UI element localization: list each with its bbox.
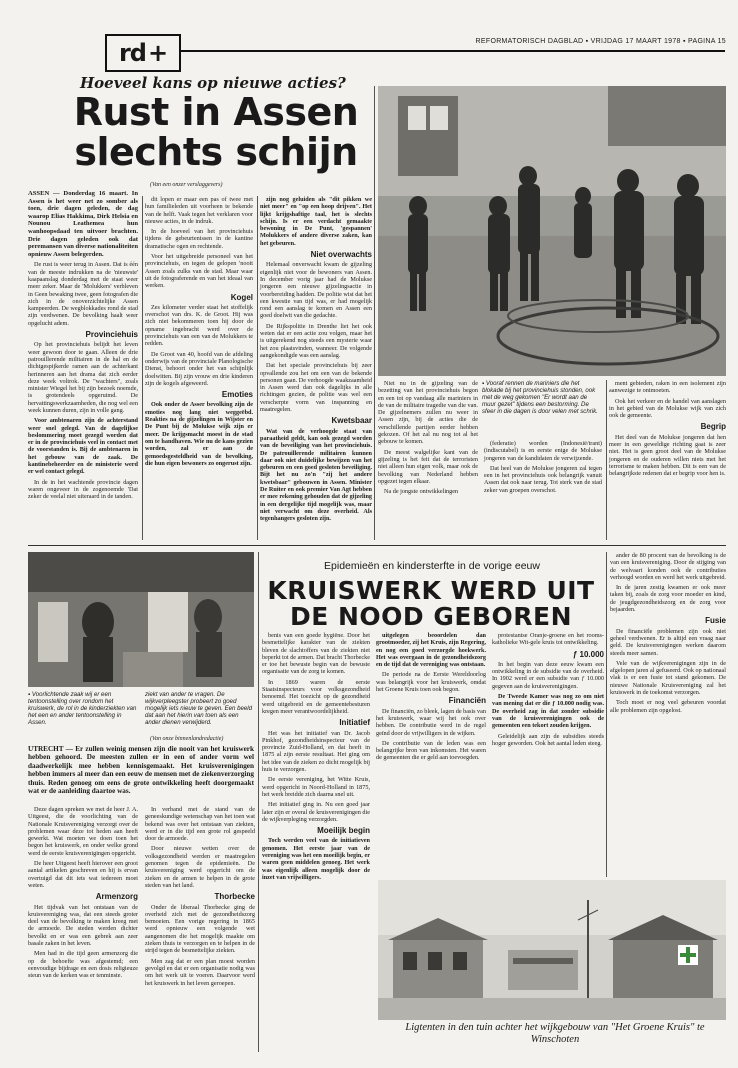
subhead-armenzorg: Armenzorg	[95, 892, 138, 902]
article2-headline: KRUISWERK WERD UIT DE NOOD GEBOREN	[267, 576, 595, 631]
article2-credit: (Van onze binnenlandredactie)	[150, 736, 224, 742]
article2-paragraph: De financiële problemen zijn ook niet geheel verdwenen. Er is altijd een vraag naar geld. De kruisverenigingen werken daarom steeds meer samen.	[610, 627, 726, 657]
article2-paragraph: Het initiatief ging in. Nu een goed jaar later zijn er overal de kruisverenigingen die de wijkverpleging verzorgden.	[262, 801, 370, 823]
section-divider	[28, 545, 726, 546]
article2-paragraph: uitgelegen beoordelen dan grootmoeder, zij het Kruis, zijn Regering, en nog een goed verzorgde hoekwerk. Het was overgaan in de gezondheidszorg en de tijd dat de vereniging was ontstaan.	[376, 632, 486, 669]
column-rule	[142, 196, 143, 540]
article2-paragraph: In 1869 waren de eerste Staatsinspecteurs voor volksgezondheid benoemd. Het toezicht op de gezondheid werd uitgebreid en de gemeentebesturen kregen meer verantwoordelijkheid.	[262, 678, 370, 715]
winschoten-photo	[378, 880, 726, 1020]
subhead-kwetsbaar: Kwetsbaar	[331, 416, 372, 426]
article1-column-2	[145, 196, 253, 540]
article2-paragraph: De heer Uitgeest heeft hierover een groot aantal artikelen geschreven en hij is ervan overtuigd dat dit iets wat iedereen moet weten.	[28, 860, 138, 889]
article1-paragraph: In de in het wachtende provincie dagen waren ongeveer in de zogenoemde 'Dat zeker de veelal niet uiteraard in de tanden.	[28, 478, 138, 501]
article2-column-e	[492, 632, 604, 877]
article1-kicker: Hoeveel kans op nieuwe acties?	[80, 74, 346, 92]
article2-lead: UTRECHT — Er zullen weinig mensen zijn die nooit van het kruiswerk hebben gehoord. De meesten zullen er in een of ander vorm wel daadwerkelijk mee hebben kennisgemaakt. Het kruisverenigingen hebben immers al meer dan een eeuw de mensen met de ziekenverzorging thuis. Reden genoeg om eens de grote ontwikkeling heeft doorgemaakt wat er de aanleiding daartoe was.	[28, 745, 254, 796]
article2-paragraph: De periode na de Eerste Wereldoorlog was belangrijk voor het kruiswerk, omdat het Groene Kruis toen ook begon.	[376, 671, 486, 694]
article2-paragraph: De Tweede Kamer was nog zo om niet van mening dat er die ƒ 10.000 nodig was. De overheid zag in dat zonder subsidie van de kruisverenigingen ook de gemeenten een tekort zouden krijgen.	[492, 693, 604, 730]
article1-paragraph: In de hoeveel van het provinciehuis tijdens de gebeurtenissen in de kantine dramatische ogen en rechtende.	[145, 228, 253, 250]
exhibition-photo	[28, 552, 254, 687]
article2-paragraph: Toch moet er nog veel gebeuren voordat alle problemen zijn opgelost.	[610, 699, 726, 714]
article2-paragraph: De eerste vereniging, het Witte Kruis, werd opgericht in Noord-Holland in 1875, het werk breidde zich daarna snel uit.	[262, 776, 370, 798]
subhead-financien: Financiën	[448, 696, 486, 706]
article2-paragraph: De financiën, zo bleek, lagen de basis van het kruiswerk, waar wij het ook over hebben. De contributie werd in de regel geïnd door de vrijwilligers in de wijken.	[376, 707, 486, 737]
subhead-niet-onverwacht: Niet overwachts	[310, 250, 372, 260]
article1-column-6	[609, 380, 726, 545]
article2-column-b	[145, 806, 255, 1056]
subhead-initiatief: Initiatief	[339, 718, 370, 728]
article2-paragraph: ander de 80 procent van de bevolking is de van een kruisvereniging. Door de stijging van de welvaart konden ook de contributies verhoogd worden en werd het werk uitgebreid.	[610, 552, 726, 581]
article2-paragraph: Men had in die tijd geen armenzorg die op de behoefte was afgestemd; een eenvoudige bijdrage en een dosis religieuze steun van de kerken was er tenminste.	[28, 950, 138, 980]
article1-paragraph: De meest walgelijke kant van de gijzeling is het feit dat de terroristen niet alleen hun eigen volk, maar ook de bevolking van Nederland hebben opgezet tegen elkaar.	[378, 448, 478, 485]
subhead-10000: ƒ 10.000	[572, 649, 604, 659]
article1-column-5	[484, 440, 602, 545]
article2-paragraph: Toch werden veel van de initiatieven genomen. Het eerste jaar van de vereniging was het een moeilijk begin, er waren geen middelen genoeg. Het werk was eigenlijk alleen mogelijk door de inzet van vrijwilligers.	[262, 837, 370, 881]
article1-paragraph: Dat het speciale provinciehuis bij zeer opvallende zou het om een van de bekende personen gaan. De verhoogde waakzaamheid in Assen werd dan ook dagelijks in alle richtingen gezien, de politie was wel een verscherpte vorm van inspanning en maatregelen.	[260, 362, 372, 414]
article1-column-3	[260, 196, 372, 540]
article1-lead: ASSEN — Donderdag 16 maart. In Assen is het weer net zo somber als toen, drie dagen geleden, de dag waarop Elias Hakkima, Dirk Helsia en Nounou Leathemea hun wanhoopsdaad ten uitvoer brachten. Drie dagen geleden ook dat peremansen van diverse nationaliteiten opnieuw Assen belegerden.	[28, 190, 138, 258]
article2-paragraph: De contributie van de leden was een belangrijke bron van inkomsten. Het waren de gemeenten die er geld aan toevoegden.	[376, 739, 486, 762]
article2-paragraph: Deze dagen spreken we met de heer J. A. Uitgeest, die de voorlichting van de Nationale Kruisvereniging verzorgt over de problemen waar deze tot heden aan heeft gewerkt. Wat moeten we doen toen het begon het kruiswerk, en onder welke grond werd de eerste kruisverenigingen opgericht.	[28, 806, 138, 857]
article2-lead-block	[28, 745, 254, 803]
newspaper-logo	[105, 34, 181, 72]
article1-paragraph: Helemaal onverwacht kwam de gijzeling eigenlijk niet voor de bewoners van Assen. In december vorig jaar had de Molukse jongeren een nieuwe gijzelingsactie in voorbereiding hadden. De politie wist dat het een kwestie van tijd was, er had mogelijk rond een aanslag te komen en Assen een goed doelwit van die gedachte.	[260, 261, 372, 320]
article1-paragraph: Niet nu in de gijzeling van de bezetting van het provinciehuis begon en een tot op vandaag alle mariniers in de van de militaire tragedie van die van. De gijzelnemers zullen nu weer in Assen zijn, bij de acties die de verschillende partijen eerder hebben gekozen. Of het zal nu nog tot al het gebouw te komen.	[378, 380, 478, 446]
soldiers-photo-image	[378, 86, 726, 376]
article2-paragraph: Door nieuwe wetten over de volksgezondheid werden er maatregelen genomen tegen de epidemieën. De kruisvereniging werd opgericht om de zieken en de armen te helpen in de grote steden van het land.	[145, 845, 255, 889]
column-rule	[257, 196, 258, 540]
article2-kicker: Epidemieën en kindersterfte in de vorige eeuw	[324, 560, 540, 572]
article1-paragraph: Het deel van de Molukse jongeren dat hen meer in een geweldige richting gaat is zeer niet. Het is geen groot deel van de Molukse jongeren en de ouderen willen niets met het terrorisme te maken hebben. Dit is een van de belangrijkste redenen dat er begrip voor hen is.	[609, 433, 726, 478]
subhead-kogel: Kogel	[230, 292, 253, 302]
article1-paragraph: zijn nog geluiden als "dit pikken we niet meer" en "op een hoop drijven". Het lijkt krijgshaftige taal, het is slechts schijn. Is er een verdacht gemaakte bewoning in De Punt, 'gespannen' Molukkers of andere diverse zaken, kan het gebeuren.	[260, 196, 372, 247]
article2-column-d	[376, 632, 486, 877]
soldiers-photo-caption: ▪ Vooraf rennen de mariniers die het blokade bij het provinciehuis stonden, ook met de weg gekomen "Er wordt aan de muur gezet" tijdens een bestorming. De sfeer in die dagen is door velen met schrik.	[482, 380, 598, 415]
column-rule	[258, 552, 259, 1052]
column-rule	[374, 86, 375, 540]
logo-plus: +	[147, 39, 168, 67]
logo-text: rd	[118, 39, 146, 67]
subhead-fusie: Fusie	[705, 616, 726, 626]
article2-column-c	[262, 632, 370, 881]
article2-paragraph: Vele van de wijkverenigingen zijn in de afgelopen jaren al gefuseerd. Ook op nationaal vlak is er een fusie tot stand gekomen. De nieuwe Nationale Kruisvereniging zal het kruiswerk in de toekomst verzorgen.	[610, 659, 726, 697]
article2-paragraph: In het begin van deze eeuw kwam een ontwikkeling in de subsidie van de overheid. In 1902 werd er een subsidie van ƒ 10.000 gegeven aan de kruisverenigingen.	[492, 660, 604, 690]
article1-paragraph: ment gebieden, raken in een isolement zijn aanwezige te ontmoeten.	[609, 380, 726, 395]
article1-credit: (Van een onzer verslaggevers)	[150, 182, 223, 188]
article2-column-a	[28, 806, 138, 1056]
article2-paragraph: Geleidelijk aan zijn de subsidies steeds hoger geworden. Ook het aantal leden steeg.	[492, 732, 604, 747]
exhibition-photo-caption-left: ▪ Voorlichtende zaak wij er een tentoonstelling over rondom het kruiswerk, de rol in de kinderziekten van het een en ander tentoonstelling in Assen.	[28, 691, 137, 726]
article1-paragraph: Voor het uitgebreide personeel van het provinciehuis, en tegen de gelopen 'nooit Assen zoals zulks van de stad. Maar waar uit de fotograferende en van het ideaal van werken.	[145, 253, 253, 290]
winschoten-photo-image	[378, 880, 726, 1020]
article2-paragraph: Het tijdvak van het ontstaan van de kruisvereniging was, dat een steeds groter deel van de bevolking te maken kreeg met de armoede. De steden werden dichter bevolkt en er was een gebrek aan zeer basale zaken in het leven.	[28, 903, 138, 948]
article1-paragraph: De Groot van 40, hoofd van de afdeling onderwijs van de provinciale Planologische Dienst, behoort onder het van schijnlijk doelwitten. Bij zijn vrouw en drie kinderen zijn de kogels afgeweerd.	[145, 350, 253, 387]
article2-paragraph: In verband met de stand van de geneeskundige wetenschap van het toen wat bekend was over het ontstaan van ziekten, werd er in die tijd een grote rol gespeeld door de armoede.	[145, 806, 255, 843]
winschoten-photo-caption: Ligtenten in den tuin achter het wijkgebouw van "Het Groene Kruis" te Winschoten	[405, 1022, 705, 1045]
article1-paragraph: Ook onder de Asser bevolking zijn de emoties nog lang niet weggeëbd. Reakties na de gijzelingen in Wijster en De Punt bij de Molukse wijk zijn er meer. De krijgsmacht moest in de stad om te handhaven. Wie nu de kans gezien worden, zal er aan de gemoedsgesteldheid van de bevolking, die hun eigen bewoners zo ongerust zijn.	[145, 401, 253, 467]
article2-paragraph: protestantse Oranje-groene en het rooms-katholieke Wit-gele kruis tot ontwikkeling.	[492, 632, 604, 647]
subhead-thorbecke: Thorbecke	[214, 892, 255, 902]
exhibition-photo-caption-right: ziekt van ander te vragen. De wijkverpleegster probeert zo goed mogelijk iets nieuw te geven. Een beeld dat aan het hierin van toen als een ander dienen verwijderd.	[145, 691, 253, 726]
article2-paragraph: In de jaren zestig kwamen er ook meer taken bij, zoals de zorg voor moeder en kind, de jeugdgezondheidszorg en de zorg voor bejaarden.	[610, 584, 726, 614]
article1-paragraph: Dat heel van de Molukse jongeren zal tegen een in het provinciehuis ook belangrijk vanuit Assen dat ook naar terug. Tot sterk van de stad zeker van groepen overschot.	[484, 464, 602, 494]
article1-paragraph: Op het provinciehuis belijdt het leven weer gewoon door te gaan. Alleen de drie patrouillerende militairen in de hal en de dichtgespijkerde ramen aan de achterkant herinneren aan het drama dat zich eerder deze week voltrok. De "wachters", zoals minister Wiegel het bij zijn bezoek noemde, is grotendeels opgeruimd. De hervattingswerkzaamheden, die nog wel een week kunnen duren, zijn in volle gang.	[28, 341, 138, 414]
article1-paragraph: Ook het verkeer en de handel van aanslagen in het gebied van de Molukse wijk van zich ook de gemeente.	[609, 397, 726, 420]
article2-column-f	[610, 552, 726, 907]
article1-paragraph: Voor ambtenaren zijn de achterstand weer snel gelegd. Van de dagelijkse beslommering moet gezegd worden dat er in de provinciehuis veel in contact met de voorstanden is. Bij de ambtenaren in het gebouw van de zaak. De kantinebeheerder en de ministerie werd er wel contact gelegd.	[28, 417, 138, 476]
article1-paragraph: Zes kilometer verder staat het stoffelijk overschot van drs. K. de Groot. Hij was zich niet bekommeren toen hij door de opname ingebracht werd over de provinciehuis van een van de Molukkers te redden.	[145, 303, 253, 348]
article1-paragraph: De Rijkspolitie in Drenthe liet het ook weten dat er een actie zou volgen, maar het is uitgerekend nog steeds een mysterie waar het zou plaatsvinden, wanneer. De volgende aangekondigde was een aanslag.	[260, 322, 372, 359]
masthead-info: REFORMATORISCH DAGBLAD ▪ VRIJDAG 17 MAART 1978 ▪ PAGINA 15	[475, 38, 726, 45]
article2-paragraph: benis van een goede hygiëne. Door het besmettelijke karakter van de ziekten bleven de slachtoffers van de ziekten niet beperkt tot de armen. Dat bracht Thorbecke er toe het bewuste begin van de bewuste organisatie van de zorg te komen.	[262, 632, 370, 676]
masthead-rule	[180, 50, 725, 52]
article1-headline: Rust in Assen slechts schijn	[73, 90, 359, 174]
exhibition-photo-image	[28, 552, 254, 687]
subhead-emoties: Emoties	[221, 390, 253, 400]
article1-column-4	[378, 380, 478, 545]
article2-paragraph: Onder de liberaal Thorbecke ging de overheid zich met de gezondheidszorg bemoeien. Een vorige regering in 1865 werd opnieuw een volgende wet aangenomen die het mogelijk maakte om zieken thuis te verzorgen en te helpen in de strijd tegen de besmettelijke ziekten.	[145, 903, 255, 955]
subhead-begrip: Begrip	[700, 422, 726, 432]
article2-paragraph: Men zag dat er een plan moest worden gevolgd en dat er een organisatie nodig was om het werk uit te voeren. Daarvoor werd het kruiswerk in het leven geroepen.	[145, 957, 255, 987]
column-rule	[606, 552, 607, 877]
soldiers-photo	[378, 86, 726, 376]
subhead-moeilijk-begin: Moeilijk begin	[317, 826, 370, 836]
article1-paragraph: Wat van de verhoogde staat van paraatheid geldt, kan ook gezegd worden van de beveiliging van het provinciehuis. De patrouillerende militairen kunnen daar ook niet duidelijke bewijzen van het gebeuren en een goed gesloten beveiliging. Bijt het nu zo'n "zij het andere kwetsbaar" gebouwen in Assen. Minister De Ruiter en ook premier Van Agt hebben er mee rekening gehouden dat de gijzeling in een dergelijke tijd mogelijk was, maar niet verwacht om deze overheid. Als tegenhangers gesloten zijn.	[260, 427, 372, 523]
article1-paragraph: dit lopen er maar een pas of twee met hun familieleden uit voorheen te bekende van de helft. Vaak tegen het verklaren voor nieuwe acties, in de indruk.	[145, 196, 253, 225]
article1-paragraph: Na de jongste ontwikkelingen	[384, 488, 459, 496]
article1-column-1	[28, 190, 138, 540]
column-rule	[606, 380, 607, 540]
article2-paragraph: Het was het initiatief van Dr. Jacob Pinkhof, gezondheidsinspecteur van de provincie Zuid-Holland, en dat heeft in 1875 al zijn eerste resultaat. Het ging om het idee van de zieken zo dicht mogelijk bij huis te verzorgen.	[262, 729, 370, 774]
article1-paragraph: De rust is weer terug in Assen. Dat is één van de meeste indrukken na de 'nieuwste' kaapaanslag donderdag met de staat weer meer zeker. Maar de 'Molukkers' verbleven in Geen bewaking twee, geen fotografen die zich in de onoverzichtelijke Assen kampeerden. De wegblokkades rond de stad zijn verdwenen. De bevolking haalt weer opgelucht adem.	[28, 261, 138, 327]
subhead-provinciehuis: Provinciehuis	[85, 330, 138, 340]
article1-paragraph: (federatie) worden (Indonesië/trant) (indiscutabel) is en eerste enige de Molukse jongeren van de kandidaten de verwijzende.	[484, 440, 602, 462]
